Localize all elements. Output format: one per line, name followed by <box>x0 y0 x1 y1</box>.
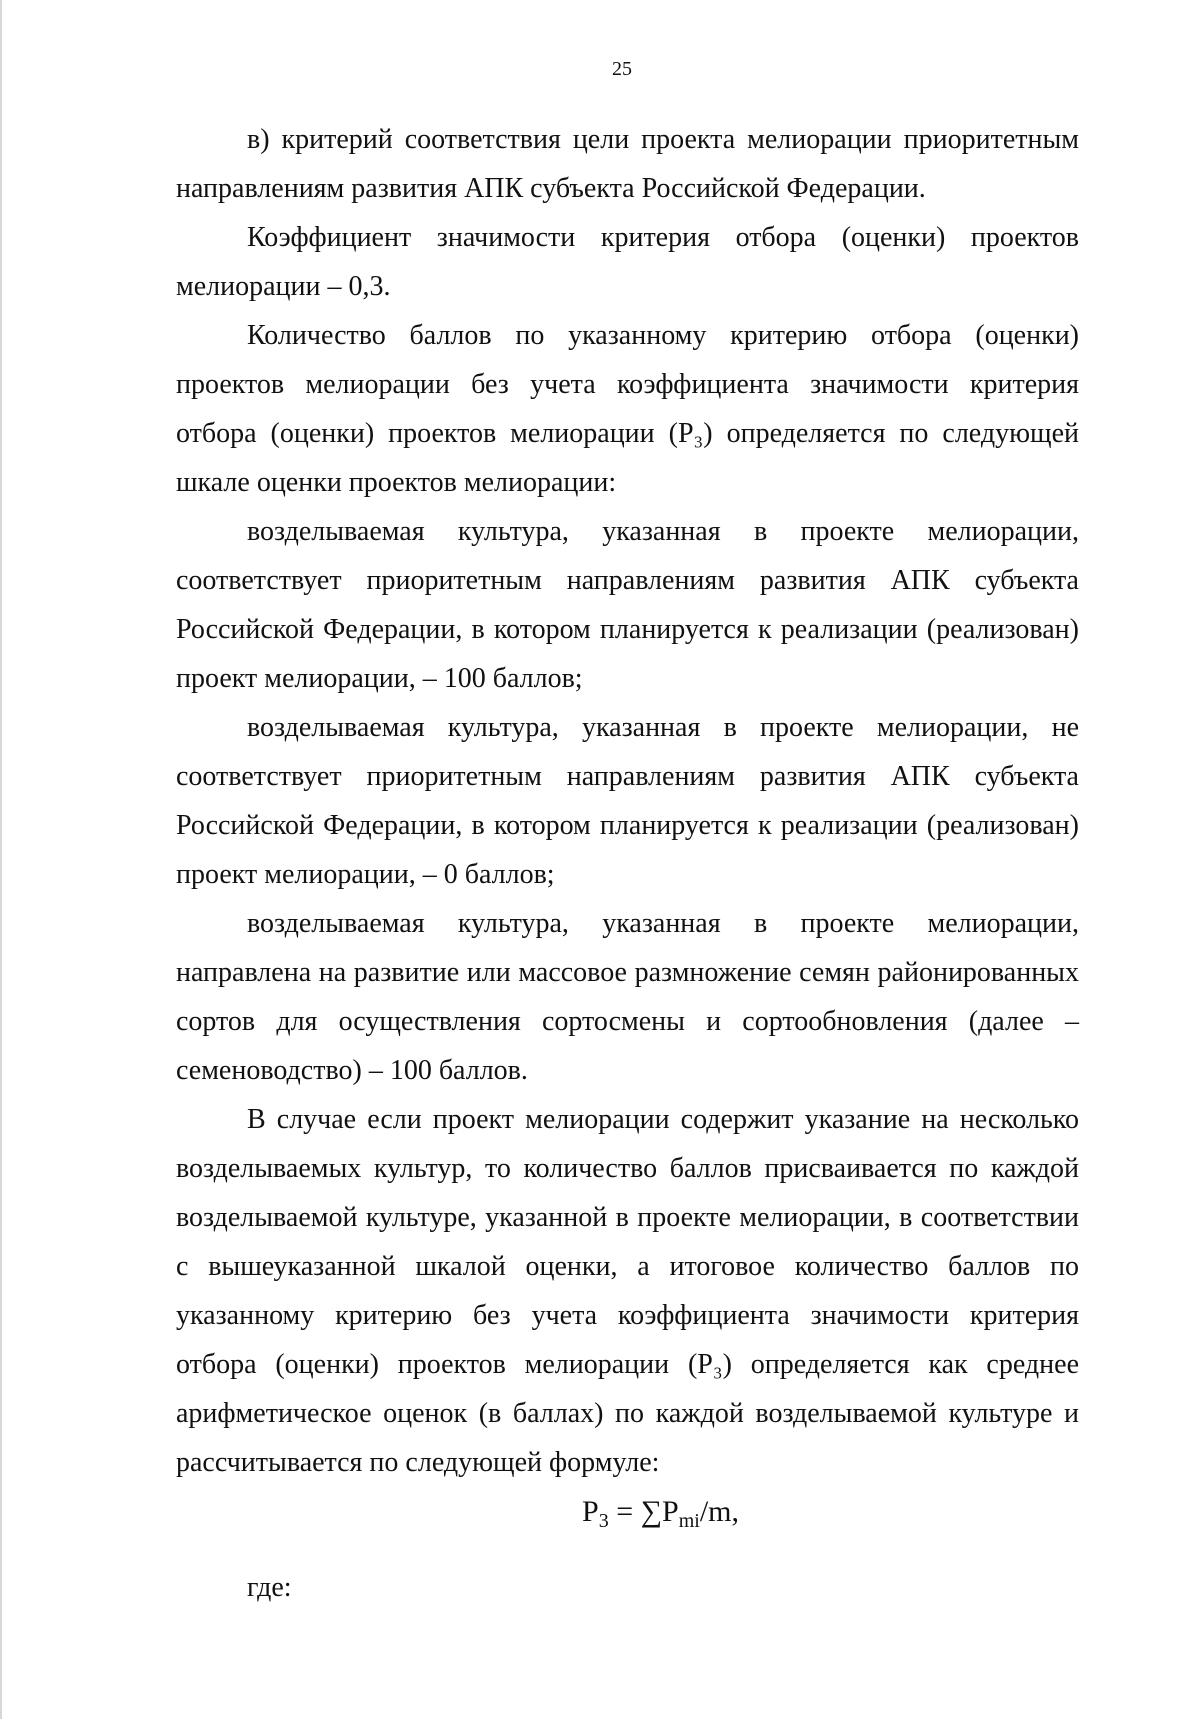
paragraph-multiple-crops: В случае если проект мелиорации содержит указание на несколько возделываемых культур, то количество баллов присваивается по каждой возделываемой культуре, указанной в проекте мелиорации, в соответствии с вышеуказанной шкалой оценки, а итоговое количество баллов по указанному критерию без учета коэффициента значимости критерия отбора (оценки) проектов мелиорации (Р₃) определяется как среднее арифметическое оценок (в баллах) по каждой возделываемой культуре и рассчитывается по следующей формуле: <box>176 1104 1079 1478</box>
where-label: где: <box>247 1572 292 1603</box>
page-number: 25 <box>612 58 632 80</box>
paragraph-score-not-matches-priority: возделываемая культура, указанная в проекте мелиорации, не соответствует приоритетным направлениям развития АПК субъекта Российской Федерации, в котором планируется к реализации (реализован) проект мелиорации, – 0 баллов; <box>176 712 1079 890</box>
paragraph-significance-coefficient: Коэффициент значимости критерия отбора (оценки) проектов мелиорации – 0,3. <box>176 222 1079 302</box>
paragraph-score-scale-intro: Количество баллов по указанному критерию отбора (оценки) проектов мелиорации без учета коэффициента значимости критерия отбора (оценки) проектов мелиорации (Р₃) определяется по следующей шкале оценки проектов мелиорации: <box>176 320 1079 498</box>
formula-term: Р <box>662 1495 679 1528</box>
formula-p3 <box>176 1487 1079 1537</box>
formula-lhs-subscript: 3 <box>598 1510 609 1532</box>
document-body <box>176 115 1079 1612</box>
paragraph-score-seed-production: возделываемая культура, указанная в проекте мелиорации, направлена на развитие или массовое размножение семян районированных сортов для осуществления сортосмены и сортообновления (далее – семеноводство) – 100 баллов. <box>176 908 1079 1086</box>
formula-term-subscript: mi <box>678 1510 700 1532</box>
paragraph-criterion-title: в) критерий соответствия цели проекта мелиорации приоритетным направлениям развития АПК субъекта Российской Федерации. <box>176 124 1079 204</box>
formula-rest: /m, <box>699 1495 739 1528</box>
paragraph-score-matches-priority: возделываемая культура, указанная в проекте мелиорации, соответствует приоритетным направлениям развития АПК субъекта Российской Федерации, в котором планируется к реализации (реализован) проект мелиорации, – 100 баллов; <box>176 516 1079 694</box>
formula-operator: = ∑ <box>608 1495 662 1528</box>
formula-lhs: Р <box>582 1495 599 1528</box>
